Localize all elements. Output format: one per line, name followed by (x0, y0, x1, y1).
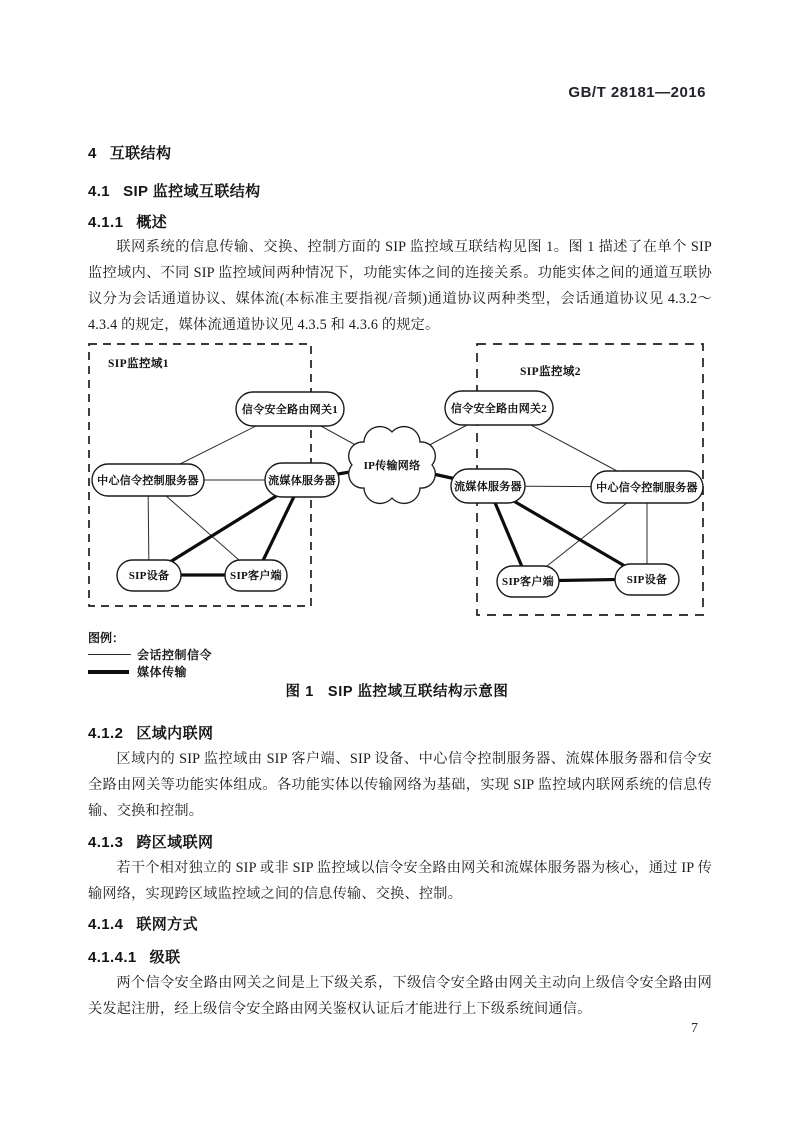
legend-label: 会话控制信令 (137, 648, 213, 662)
node-media-server1-label: 流媒体服务器 (268, 475, 336, 487)
cloud-label: IP传输网络 (363, 460, 421, 472)
ip-network-cloud (349, 427, 436, 504)
section-number: 4.1.1 (88, 214, 124, 231)
node-sip-client2 (497, 566, 559, 597)
section-title: SIP 监控域互联结构 (123, 183, 261, 200)
page-number: 7 (691, 1021, 698, 1036)
section-title: 区域内联网 (136, 725, 214, 742)
node-central-server1-label: 中心信令控制服务器 (97, 475, 199, 487)
section-number: 4.1.3 (88, 834, 124, 851)
legend-title: 图例： (88, 631, 125, 645)
section-number: 4.1.4.1 (88, 949, 137, 966)
node-sip-device2 (615, 564, 679, 595)
domain1-title: SIP监控域1 (108, 358, 169, 370)
section-heading-4-1-4 (88, 913, 198, 934)
section-title: 互联结构 (109, 145, 172, 162)
section-title: 概述 (136, 214, 168, 231)
section-number: 4 (88, 145, 97, 162)
node-media-server2 (451, 469, 525, 503)
node-sip-client1-label: SIP客户端 (230, 570, 282, 582)
section-number: 4.1.4 (88, 916, 124, 933)
legend-item-session-signaling (88, 646, 212, 663)
paragraph-4-1-3: 若干个相对独立的 SIP 或非 SIP 监控域以信令安全路由网关和流媒体服务器为核心，通过 IP 传输网络，实现跨区域监控域之间的信息传输、交换、控制。 (88, 860, 712, 902)
section-heading-4-1-1 (88, 211, 167, 232)
thick-line-sample (88, 670, 129, 674)
figure-caption (0, 680, 794, 701)
node-central-server2 (591, 471, 703, 503)
paragraph-4-1-1: 联网系统的信息传输、交换、控制方面的 SIP 监控域互联结构见图 1。图 1 描述了在单个 SIP 监控域内、不同 SIP 监控域间两种情况下，功能实体之间的连接关系。功能实体之间的通道互联协议分为会话通道协议、媒体流(本标准主要指视/音频)通道协议两种类型，会话通道协议见 4.3.2～4.3.4 的规定，媒体流通道协议见 4.3.5 和 4.3.6 的规定。 (88, 239, 712, 333)
node-sip-client2-label: SIP客户端 (502, 576, 554, 588)
section-heading-4-1 (88, 180, 261, 201)
legend-label: 媒体传输 (137, 665, 188, 679)
section-title: 级联 (149, 949, 181, 966)
node-central-server2-label: 中心信令控制服务器 (596, 482, 698, 494)
node-gateway1-label: 信令安全路由网关1 (241, 404, 339, 416)
paragraph-4-1-4-1: 两个信令安全路由网关之间是上下级关系，下级信令安全路由网关主动向上级信令安全路由网关发起注册，经上级信令安全路由网关鉴权认证后才能进行上下级系统间通信。 (88, 975, 712, 1017)
node-central-server1 (92, 464, 204, 496)
section-heading-4-1-2 (88, 722, 213, 743)
node-sip-client1 (225, 560, 287, 591)
section-heading-4 (88, 142, 171, 163)
section-title: 跨区域联网 (136, 834, 214, 851)
section-number: 4.1.2 (88, 725, 124, 742)
thin-line-sample (88, 654, 131, 655)
node-sip-device1-label: SIP设备 (128, 570, 170, 582)
section-heading-4-1-3 (88, 831, 213, 852)
domain2-title: SIP监控域2 (520, 366, 581, 378)
legend-item-media-transport (88, 663, 212, 680)
section-heading-4-1-4-1 (88, 946, 180, 967)
node-gateway2 (445, 391, 553, 425)
node-media-server2-label: 流媒体服务器 (454, 481, 522, 493)
node-sip-device1 (117, 560, 181, 591)
section-title: 联网方式 (136, 916, 198, 933)
paragraph-4-1-2: 区域内的 SIP 监控域由 SIP 客户端、SIP 设备、中心信令控制服务器、流媒体服务器和信令安全路由网关等功能实体组成。各功能实体以传输网络为基础，实现 SIP 监控域内联网系统的信息传输、交换和控制。 (88, 751, 712, 819)
figure-legend (88, 629, 212, 680)
node-sip-device2-label: SIP设备 (626, 574, 668, 586)
doc-number: GB/T 28181—2016 (568, 84, 706, 101)
figure-caption-prefix: 图 1 (285, 684, 314, 700)
figure-1-diagram (85, 338, 725, 626)
node-gateway2-label: 信令安全路由网关2 (450, 403, 548, 415)
section-number: 4.1 (88, 183, 111, 200)
node-gateway1 (236, 392, 344, 426)
node-media-server1 (265, 463, 339, 497)
figure-caption-title: SIP 监控域互联结构示意图 (327, 684, 509, 700)
